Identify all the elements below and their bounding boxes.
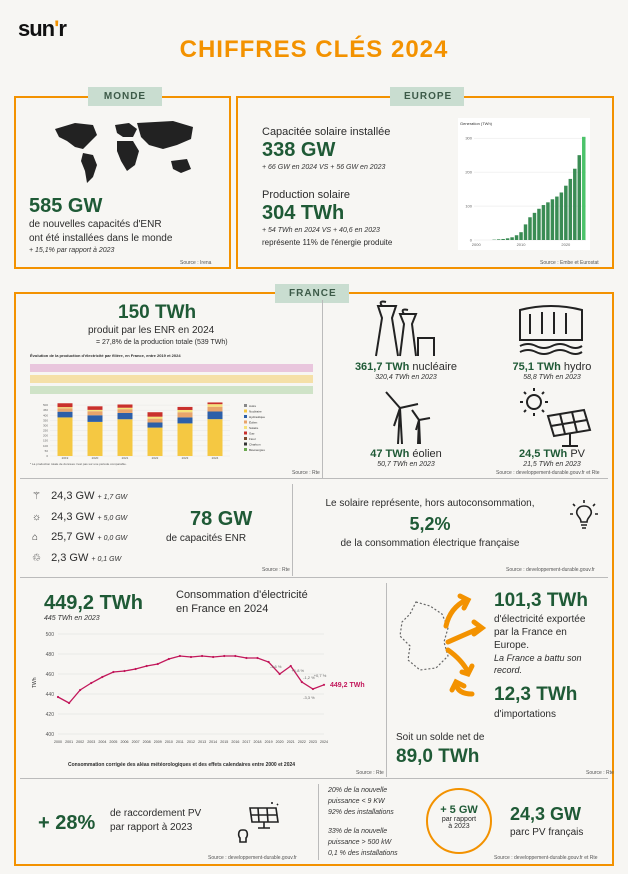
bar (542, 205, 545, 240)
bar-segment (118, 408, 133, 409)
data-point (90, 682, 92, 684)
wind-label: éolien (412, 448, 442, 460)
bar-segment (58, 408, 73, 411)
x-tick-label: 2010 (164, 740, 173, 744)
x-tick-label: 2021 (286, 740, 295, 744)
x-tick-label: 2004 (98, 740, 107, 744)
legend-swatch (244, 421, 247, 424)
legend-swatch (244, 443, 247, 446)
legend-swatch (244, 404, 247, 407)
hydro-label: hydro (563, 361, 592, 373)
conso-label1: Consommation d'électricité (176, 589, 308, 601)
bar (569, 179, 572, 240)
y-tick-label: 440 (45, 692, 54, 698)
pv-text (482, 448, 622, 460)
hydro-dam-icon (518, 300, 584, 358)
bar (560, 192, 563, 240)
bar-segment (148, 428, 163, 456)
cap-value: 2,3 GW (51, 552, 89, 564)
france-source-dd: Source : developpement-durable.gouv.fr et Rte (494, 855, 598, 861)
bar (497, 239, 500, 240)
data-point (267, 661, 269, 663)
bar (555, 197, 558, 240)
x-tick-label: 2020 (91, 456, 99, 460)
data-point (312, 688, 314, 690)
y-tick-label: 420 (45, 712, 54, 718)
bar-segment (178, 407, 193, 410)
bar-segment (118, 419, 133, 456)
data-point (134, 668, 136, 670)
bar-segment (118, 409, 133, 413)
data-point (301, 681, 303, 683)
x-tick-label: 2016 (231, 740, 240, 744)
y-tick-label: 480 (45, 652, 54, 658)
bar-segment (88, 415, 103, 422)
x-tick-label: 2021 (121, 456, 129, 460)
bar-segment (58, 412, 73, 418)
x-tick-label: 2012 (187, 740, 195, 744)
bar-segment (88, 422, 103, 456)
divider (318, 784, 319, 860)
divider (292, 484, 293, 576)
export-arrows-icon (436, 592, 498, 712)
hydro-prev: 58,8 TWh en 2023 (523, 374, 581, 381)
y-tick-label: 300 (465, 135, 472, 141)
bubble-line: à 2023 (448, 823, 470, 830)
x-tick-label: 2007 (131, 740, 140, 744)
bar (582, 137, 585, 240)
small-note: 33% de la nouvelle (328, 828, 388, 835)
x-tick-label: 2008 (142, 740, 151, 744)
france-source-ddgouv: Source : developpement-durable.gouv.fr (506, 567, 595, 573)
bar-segment (208, 407, 223, 412)
nuclear-text (336, 361, 476, 373)
x-tick-label: 2020 (561, 242, 571, 247)
park-value: 24,3 GW (510, 804, 582, 824)
conso-label2: en France en 2024 (176, 603, 269, 615)
bar (506, 238, 509, 240)
nuclear-prev: 320,4 TWh en 2023 (375, 374, 437, 381)
data-point (190, 656, 192, 658)
europe-prod-label: Production solaire (262, 189, 351, 201)
legend-swatch (244, 415, 247, 418)
solar-panel-bulb-icon (236, 800, 282, 846)
pv-value: 24,5 TWh (518, 448, 568, 460)
bar-segment (148, 419, 163, 423)
wind-text (336, 448, 476, 460)
solar-small-icon: ☼ (32, 512, 42, 523)
y-tick-label: 460 (45, 672, 54, 678)
legend-label: Éolien (249, 420, 258, 425)
pv-connect-l2: par rapport à 2023 (110, 822, 193, 833)
bar-segment (178, 412, 193, 417)
france-source-rte: Source : Rte (356, 770, 384, 776)
europe-tag: EUROPE (390, 87, 464, 106)
y-tick-label: 150 (42, 438, 48, 443)
x-tick-label: 2000 (471, 242, 481, 247)
x-tick-label: 2011 (176, 740, 184, 744)
france-prod-value: 150 TWh (118, 302, 197, 323)
bar (510, 237, 513, 240)
monde-tag: MONDE (88, 87, 162, 106)
legend-label: Nucléaire (249, 409, 262, 414)
divider (20, 778, 608, 779)
monde-line1: de nouvelles capacités d'ENR (29, 219, 162, 230)
bar-segment (148, 423, 163, 428)
bar (537, 209, 540, 240)
cap-total: 78 GW (190, 508, 253, 530)
cap-delta: + 0,1 GW (91, 556, 122, 563)
cap-value: 25,7 GW (51, 531, 95, 543)
x-tick-label: 2014 (209, 740, 218, 744)
data-point (168, 658, 170, 660)
hydro-value: 75,1 TWh (512, 361, 561, 373)
x-tick-label: 2024 (211, 456, 219, 460)
x-tick-label: 2020 (275, 740, 284, 744)
bar-segment (118, 404, 133, 407)
conso-caption: Consommation corrigée des aléas météorologiques et des effets calendaires entre 2000 et 2024 (68, 762, 296, 768)
legend-swatch (244, 432, 247, 435)
x-tick-label: 2019 (264, 740, 273, 744)
import-label: d'importations (494, 709, 556, 720)
legend-label: Gaz (249, 431, 255, 436)
data-point (201, 655, 203, 657)
y-tick-label: 400 (42, 413, 48, 418)
import-value: 12,3 TWh (494, 684, 578, 705)
annotation: -3,6 % (269, 664, 282, 669)
park-label: parc PV français (510, 827, 584, 838)
bar-segment (178, 423, 193, 456)
dam-small-icon: ⌂ (32, 532, 39, 543)
divider (386, 583, 387, 777)
bar-segment (58, 403, 73, 407)
export-line: par la France en (494, 627, 567, 638)
x-tick-label: 2022 (297, 740, 306, 744)
cap-value: 24,3 GW (51, 490, 95, 502)
legend-swatch (244, 437, 247, 440)
bar (528, 217, 531, 240)
europe-solar-chart (458, 118, 590, 250)
wind-value: 47 TWh (370, 448, 410, 460)
legend-label: Autre (249, 404, 257, 408)
data-point (234, 655, 236, 657)
france-source-rte: Source : Rte (292, 470, 320, 476)
x-tick-label: 2017 (242, 740, 251, 744)
x-tick-label: 2003 (87, 740, 96, 744)
y-tick-label: 0 (46, 454, 48, 458)
x-tick-label: 2018 (253, 740, 262, 744)
chart-title: Generation (TWh) (460, 121, 493, 126)
x-tick-label: 2013 (198, 740, 207, 744)
data-point (123, 670, 125, 672)
data-point (256, 657, 258, 659)
y-tick-label: 500 (45, 632, 54, 638)
logo-sun-mark: ' (54, 16, 59, 41)
y-axis-label: TWh (32, 677, 38, 688)
solar-share-sub: de la consommation électrique française (340, 538, 520, 549)
nuclear-value: 361,7 TWh (354, 361, 410, 373)
export-value: 101,3 TWh (494, 590, 588, 611)
france-tag: FRANCE (275, 284, 349, 303)
y-tick-label: 350 (42, 418, 48, 423)
monde-source: Source : Irena (180, 260, 212, 266)
france-chart-title: Évolution de la production d'électricité par filière, en France, entre 2019 et 2024 (30, 353, 181, 358)
x-tick-label: 2019 (61, 456, 69, 460)
data-point (323, 684, 325, 686)
nuclear-plant-icon (372, 300, 438, 358)
cap-row (32, 511, 127, 523)
x-tick-label: 2001 (65, 740, 74, 744)
y-tick-label: 200 (465, 169, 472, 175)
monde-value: 585 GW (29, 195, 103, 217)
solar-share-text: Le solaire représente, hors autoconsommation, (325, 498, 535, 509)
bar (533, 213, 536, 240)
france-source-rte: Source : Rte (262, 567, 290, 573)
cap-total-label: de capacités ENR (166, 533, 247, 544)
balance-value: 89,0 TWh (396, 746, 480, 767)
europe-cap-value: 338 GW (262, 139, 336, 161)
bar (551, 199, 554, 240)
bar-segment (58, 417, 73, 456)
data-point (290, 665, 292, 667)
consumption-chart (28, 628, 368, 748)
data-point (157, 663, 159, 665)
y-tick-label: 0 (469, 237, 472, 243)
france-source-rte: Source : Rte (586, 770, 614, 776)
france-prod-table (30, 364, 313, 398)
x-tick-label: 2022 (151, 456, 159, 460)
wind-prev: 50,7 TWh en 2023 (377, 461, 435, 468)
data-point (245, 657, 247, 659)
y-tick-label: 50 (44, 448, 48, 453)
data-point (112, 671, 114, 673)
bar (578, 155, 581, 240)
cap-delta: + 0,0 GW (97, 535, 128, 542)
x-tick-label: 2015 (220, 740, 229, 744)
y-tick-label: 500 (42, 403, 48, 408)
monde-line2: ont été installées dans le monde (29, 233, 173, 244)
bar-segment (88, 406, 103, 410)
bubble-line: par rapport (441, 816, 477, 823)
divider (20, 478, 608, 479)
data-point (212, 656, 214, 658)
x-tick-label: 2000 (54, 740, 62, 744)
hydro-text (482, 361, 622, 373)
y-tick-label: 100 (42, 443, 48, 448)
bar-segment (178, 410, 193, 412)
bar-segment (58, 407, 73, 408)
europe-source: Source : Embe et Eurostat (540, 260, 599, 266)
pv-label: PV (570, 448, 586, 460)
bar-segment (208, 404, 223, 407)
bar-segment (208, 402, 223, 404)
bar-segment (148, 417, 163, 419)
legend-label: Solaire (249, 426, 259, 430)
france-source-dd: Source : developpement-durable.gouv.fr et Rte (496, 470, 600, 476)
y-tick-label: 250 (42, 428, 48, 433)
solar-share-value: 5,2% (409, 514, 451, 534)
bar-segment (178, 417, 193, 423)
wind-small-icon: ⚚ (32, 491, 41, 502)
small-note: puissance < 9 KW (328, 798, 385, 805)
france-source-ddgouv: Source : developpement-durable.gouv.fr (208, 855, 297, 861)
conso-value: 449,2 TWh (44, 592, 143, 614)
conso-prev: 445 TWh en 2023 (44, 615, 100, 622)
monde-change: + 15,1% par rapport à 2023 (29, 247, 115, 254)
europe-prod-value: 304 TWh (262, 202, 345, 224)
x-tick-label: 2002 (76, 740, 85, 744)
bar (501, 239, 504, 240)
bar (564, 186, 567, 240)
legend-label: Bioénergies (249, 448, 265, 452)
export-line: La France a battu son (494, 653, 582, 663)
data-point (223, 655, 225, 657)
x-tick-label: 2023 (181, 456, 189, 460)
legend-label: Fioul (249, 437, 256, 441)
france-prod-sub: = 27,8% de la production totale (539 TWh) (96, 339, 228, 346)
export-line: record. (494, 665, 523, 675)
solar-panel-icon (514, 386, 592, 448)
bar-segment (88, 410, 103, 411)
y-tick-label: 200 (42, 433, 48, 438)
annotation: +1,8 % (291, 668, 305, 673)
small-note: puissance > 500 kW (328, 839, 392, 846)
europe-cap-label: Capacitée solaire installée (262, 126, 391, 138)
europe-cap-note: + 66 GW en 2024 VS + 56 GW en 2023 (262, 164, 386, 171)
france-prod-label: produit par les ENR en 2024 (88, 325, 215, 336)
cap-row (32, 552, 121, 564)
export-line: Europe. (494, 640, 530, 651)
bar-segment (118, 413, 133, 419)
divider (20, 577, 608, 578)
cap-row (32, 531, 127, 543)
bubble-value: + 5 GW (440, 804, 478, 816)
legend-swatch (244, 448, 247, 451)
x-tick-label: 2024 (320, 740, 328, 744)
bar-segment (88, 411, 103, 415)
bar-segment (148, 412, 163, 416)
bar (546, 202, 549, 240)
small-note: 92% des installations (328, 809, 394, 816)
legend-swatch (244, 410, 247, 413)
cap-delta: + 1,7 GW (97, 494, 128, 501)
data-point (279, 673, 281, 675)
page-title: CHIFFRES CLÉS 2024 (179, 36, 449, 63)
annotation: +0,7 % (313, 672, 327, 678)
growth-bubble (426, 788, 492, 854)
legend-label: Charbon (249, 442, 261, 447)
pv-prev: 21,5 TWh en 2023 (523, 461, 581, 468)
legend-label: Hydraulique (249, 415, 266, 419)
pv-connect-value: + 28% (38, 812, 96, 834)
france-chart-footnote: * La production totale de données n'est pas sur une période comparable. (30, 462, 127, 466)
europe-prod-note: + 54 TWh en 2024 VS + 40,6 en 2023 (262, 227, 380, 234)
y-tick-label: 300 (42, 423, 48, 428)
legend-swatch (244, 426, 247, 429)
data-point (79, 689, 81, 691)
wind-turbine-icon (378, 388, 434, 446)
annotation: -3,3 % (303, 695, 315, 700)
france-production-chart (30, 398, 313, 460)
data-point (146, 665, 148, 667)
bar (519, 232, 522, 240)
nuclear-label: nucléaire (412, 361, 458, 373)
bio-small-icon: ♲ (32, 553, 41, 564)
x-tick-label: 2009 (153, 740, 162, 744)
bar (573, 169, 576, 240)
data-point (68, 702, 70, 704)
pv-connect-l1: de raccordement PV (110, 808, 202, 819)
data-point (179, 655, 181, 657)
balance-label: Soit un solde net de (396, 732, 485, 743)
final-value-label: 449,2 TWh (330, 681, 365, 689)
y-tick-label: 450 (42, 408, 48, 413)
small-note: 20% de la nouvelle (328, 787, 388, 794)
bar-segment (208, 412, 223, 420)
small-note: 0,1 % des installations (328, 850, 398, 857)
data-point (101, 676, 103, 678)
y-tick-label: 400 (45, 732, 54, 738)
bar (515, 235, 518, 240)
annotation: -1,2 % (303, 675, 315, 680)
y-tick-label: 100 (465, 203, 472, 209)
bar (524, 224, 527, 240)
x-tick-label: 2023 (308, 740, 317, 744)
cap-value: 24,3 GW (51, 511, 95, 523)
bar-segment (208, 419, 223, 456)
cap-row (32, 490, 127, 502)
series-line (58, 656, 324, 703)
lightbulb-icon (570, 500, 598, 530)
world-map-icon (45, 115, 205, 189)
divider (322, 300, 323, 478)
europe-prod-share: représente 11% de l'énergie produite (262, 238, 393, 247)
export-line: d'électricité exportée (494, 614, 586, 625)
x-tick-label: 2006 (120, 740, 129, 744)
sunr-logo: sun'r (18, 16, 66, 41)
x-tick-label: 2005 (109, 740, 118, 744)
x-tick-label: 2010 (516, 242, 526, 247)
cap-delta: + 5,0 GW (97, 515, 128, 522)
data-point (57, 696, 59, 698)
